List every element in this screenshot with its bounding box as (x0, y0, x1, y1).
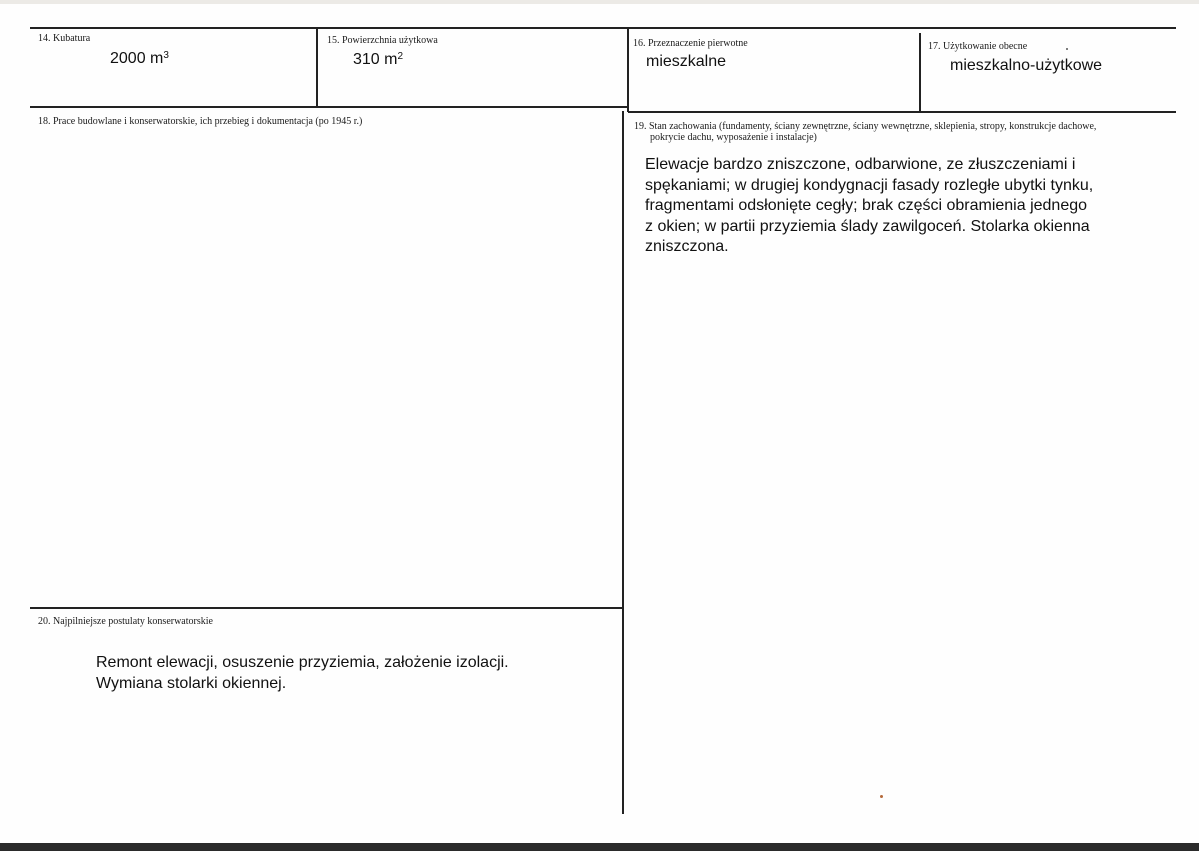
field-20-text (96, 653, 509, 694)
field-14-label: 14. Kubatura (38, 33, 91, 44)
scan-speck (1066, 48, 1068, 50)
field-15-unit-exponent: 2 (397, 51, 404, 62)
field-19-label-line-2: pokrycie dachu, wyposażenie i instalacje) (650, 132, 817, 143)
field-19-text-line: spękaniami; w drugiej kondygnacji fasady rozległe ubytki tynku, (645, 176, 1094, 194)
scan-bottom-edge (0, 843, 1199, 851)
field-20-text-line: Wymiana stolarki okiennej. (96, 674, 287, 692)
field-20-label: 20. Najpilniejsze postulaty konserwatorskie (38, 616, 213, 627)
scan-speck (880, 795, 883, 798)
field-18-label: 18. Prace budowlane i konserwatorskie, ich przebieg i dokumentacja (po 1945 r.) (38, 116, 363, 127)
field-19-text-line: fragmentami odsłonięte cegły; brak części obramienia jednego (645, 197, 1088, 214)
field-15-label: 15. Powierzchnia użytkowa (327, 35, 438, 46)
column-divider-16-17 (919, 33, 921, 112)
row-divider-line-right (628, 111, 1176, 113)
field-19-label-line-1: 19. Stan zachowania (fundamenty, ściany zewnętrzne, ściany wewnętrzne, sklepienia, stropy, konstrukcje dachowe, (634, 121, 1097, 132)
field-14-value (110, 49, 169, 69)
field-19-text (645, 155, 1093, 258)
field-20-text-line: Remont elewacji, osuszenie przyziemia, założenie izolacji. (96, 654, 509, 671)
field-14-unit-exponent: 3 (163, 50, 169, 61)
field-16-value: mieszkalne (646, 53, 727, 70)
field-15-number: 310 m (353, 51, 398, 68)
main-column-divider (622, 111, 624, 814)
row-divider-line-left (30, 106, 628, 108)
field-15-value (353, 50, 403, 70)
field-14-number: 2000 m (110, 50, 164, 67)
field-17-value: mieszkalno-użytkowe (950, 57, 1103, 74)
column-divider-15-16 (627, 27, 629, 112)
field-19-text-line: Elewacje bardzo zniszczone, odbarwione, ze złuszczeniami i (645, 156, 1076, 173)
section-20-top-line (30, 607, 624, 609)
field-19-text-line: z okien; w partii przyziemia ślady zawilgoceń. Stolarka okienna (645, 217, 1090, 235)
column-divider-14-15 (316, 27, 318, 107)
field-17-label: 17. Użytkowanie obecne (928, 41, 1028, 52)
field-16-label: 16. Przeznaczenie pierwotne (633, 38, 748, 49)
top-border-line (30, 27, 1176, 29)
field-19-text-line: zniszczona. (645, 238, 729, 255)
